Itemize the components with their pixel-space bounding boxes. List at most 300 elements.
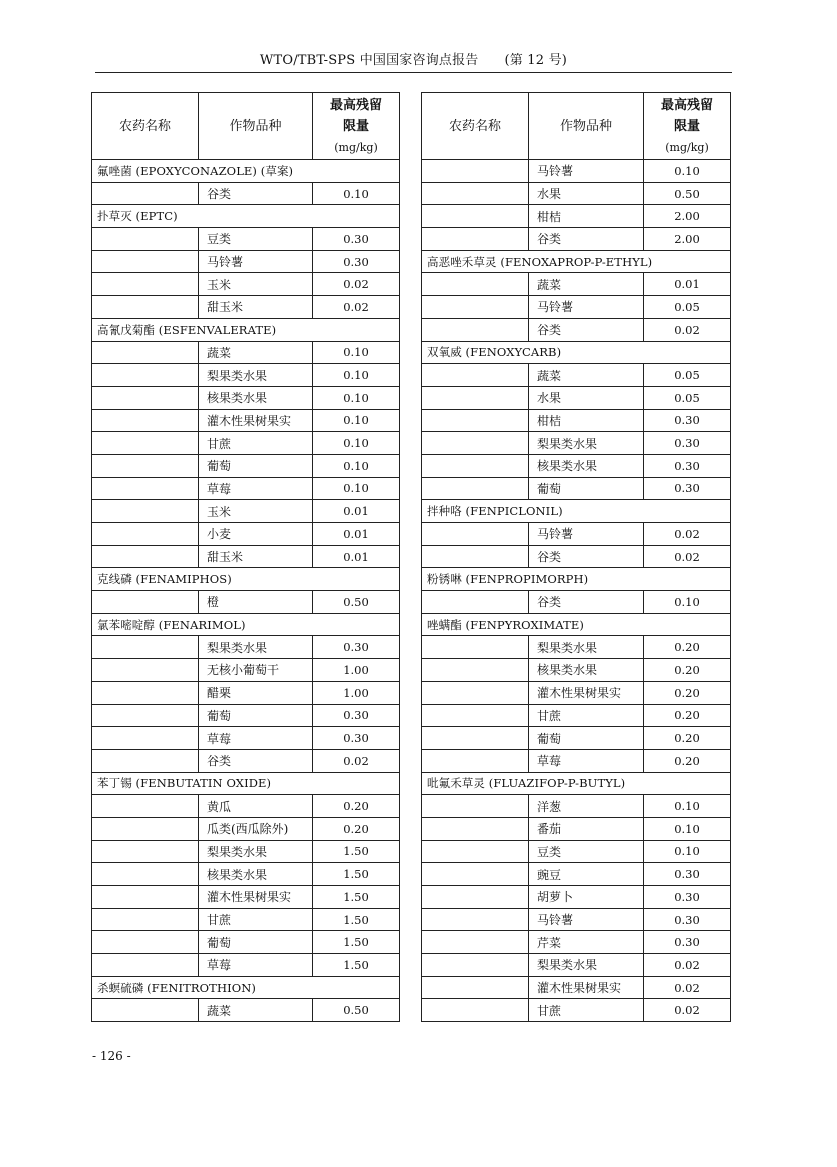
header-issue: (第 12 号) [504, 53, 568, 68]
residue-limit: 0.10 [644, 160, 731, 183]
residue-row [92, 341, 400, 364]
pesticide-cell-empty [422, 976, 529, 999]
crop-name: 灌木性果树果实 [199, 409, 313, 432]
pesticide-cell-empty [422, 523, 529, 546]
residue-row [422, 659, 731, 682]
pesticide-cell-empty [92, 954, 199, 977]
pesticide-name: 拌种咯 (FENPICLONIL) [422, 500, 731, 523]
crop-name: 蔬菜 [199, 341, 313, 364]
pesticide-name: 杀螟硫磷 (FENITROTHION) [92, 976, 400, 999]
pesticide-section-row [422, 613, 731, 636]
pesticide-section-row [92, 160, 400, 183]
residue-limit: 0.30 [644, 454, 731, 477]
residue-row [92, 386, 400, 409]
crop-name: 马铃薯 [529, 908, 644, 931]
residue-row [92, 908, 400, 931]
residue-limit: 0.30 [313, 727, 400, 750]
residue-row [92, 477, 400, 500]
crop-name: 梨果类水果 [529, 636, 644, 659]
pesticide-cell-empty [422, 817, 529, 840]
crop-name: 灌木性果树果实 [529, 976, 644, 999]
crop-name: 梨果类水果 [199, 636, 313, 659]
residue-limit: 0.50 [313, 591, 400, 614]
pesticide-section-row [92, 318, 400, 341]
pesticide-name: 扑草灭 (EPTC) [92, 205, 400, 228]
crop-name: 核果类水果 [529, 454, 644, 477]
residue-limit: 1.50 [313, 931, 400, 954]
residue-limit: 2.00 [644, 205, 731, 228]
pesticide-cell-empty [422, 296, 529, 319]
residue-row [92, 591, 400, 614]
pesticide-cell-empty [92, 727, 199, 750]
crop-name: 蔬菜 [529, 364, 644, 387]
pesticide-name: 氟唑菌 (EPOXYCONAZOLE) (草案) [92, 160, 400, 183]
residue-row [92, 273, 400, 296]
residue-limit: 0.10 [644, 817, 731, 840]
pesticide-cell-empty [92, 341, 199, 364]
residue-limit: 0.20 [644, 681, 731, 704]
residue-limit: 0.01 [644, 273, 731, 296]
residue-limit: 0.05 [644, 364, 731, 387]
crop-name: 瓜类(西瓜除外) [199, 817, 313, 840]
residue-row [422, 296, 731, 319]
pesticide-cell-empty [92, 795, 199, 818]
residue-limit: 0.30 [644, 931, 731, 954]
residue-limit: 0.10 [644, 840, 731, 863]
residue-row [92, 545, 400, 568]
pesticide-cell-empty [422, 477, 529, 500]
pesticide-cell-empty [422, 908, 529, 931]
residue-limit: 0.02 [644, 523, 731, 546]
crop-name: 醋栗 [199, 681, 313, 704]
header-rule [95, 72, 732, 73]
residue-limit: 0.30 [644, 863, 731, 886]
pesticide-cell-empty [422, 795, 529, 818]
limit-header-line1: 最高残留 [660, 97, 713, 113]
residue-limit: 0.20 [644, 727, 731, 750]
column-header-pesticide: 农药名称 [92, 93, 199, 160]
crop-name: 核果类水果 [199, 863, 313, 886]
pesticide-cell-empty [422, 886, 529, 909]
pesticide-section-row [92, 205, 400, 228]
pesticide-cell-empty [92, 364, 199, 387]
residue-row [422, 795, 731, 818]
pesticide-cell-empty [422, 704, 529, 727]
residue-limit: 0.30 [313, 704, 400, 727]
residue-row [422, 523, 731, 546]
crop-name: 豌豆 [529, 863, 644, 886]
pesticide-cell-empty [422, 545, 529, 568]
residue-limit: 0.10 [313, 409, 400, 432]
crop-name: 葡萄 [529, 477, 644, 500]
crop-name: 谷类 [529, 318, 644, 341]
residue-limit: 0.20 [644, 704, 731, 727]
residue-row [422, 205, 731, 228]
limit-header-unit: (mg/kg) [665, 140, 709, 154]
pesticide-cell-empty [422, 591, 529, 614]
residue-row [422, 228, 731, 251]
residue-limit: 0.20 [313, 795, 400, 818]
residue-row [422, 160, 731, 183]
pesticide-cell-empty [422, 318, 529, 341]
pesticide-cell-empty [422, 386, 529, 409]
pesticide-section-row [422, 772, 731, 795]
residue-limit: 0.50 [644, 182, 731, 205]
residue-limit: 0.20 [644, 749, 731, 772]
residue-limit: 0.10 [313, 364, 400, 387]
pesticide-name: 高氰戊菊酯 (ESFENVALERATE) [92, 318, 400, 341]
crop-name: 玉米 [199, 500, 313, 523]
pesticide-cell-empty [92, 228, 199, 251]
pesticide-section-row [422, 500, 731, 523]
pesticide-cell-empty [92, 296, 199, 319]
pesticide-cell-empty [422, 273, 529, 296]
page-header [95, 49, 732, 68]
pesticide-cell-empty [422, 931, 529, 954]
pesticide-cell-empty [422, 999, 529, 1022]
pesticide-cell-empty [92, 908, 199, 931]
column-header-crop: 作物品种 [529, 93, 644, 160]
crop-name: 谷类 [199, 749, 313, 772]
residue-row [92, 886, 400, 909]
limit-header-line1: 最高残留 [329, 97, 382, 113]
crop-name: 柑桔 [529, 409, 644, 432]
crop-name: 梨果类水果 [529, 432, 644, 455]
pesticide-cell-empty [92, 250, 199, 273]
residue-row [422, 477, 731, 500]
residue-limit: 0.02 [313, 273, 400, 296]
residue-limit: 0.02 [644, 318, 731, 341]
residue-row [92, 182, 400, 205]
crop-name: 梨果类水果 [199, 840, 313, 863]
pesticide-cell-empty [422, 840, 529, 863]
pesticide-cell-empty [422, 432, 529, 455]
residue-limit: 0.01 [313, 523, 400, 546]
pesticide-section-row [92, 772, 400, 795]
crop-name: 水果 [529, 182, 644, 205]
table-body [92, 160, 400, 1022]
residue-row [422, 817, 731, 840]
crop-name: 梨果类水果 [529, 954, 644, 977]
crop-name: 豆类 [529, 840, 644, 863]
crop-name: 甘蔗 [199, 432, 313, 455]
residue-limit: 0.30 [313, 636, 400, 659]
pesticide-cell-empty [92, 182, 199, 205]
pesticide-cell-empty [92, 432, 199, 455]
residue-row [92, 500, 400, 523]
residue-limit: 1.50 [313, 886, 400, 909]
residue-row [422, 976, 731, 999]
crop-name: 番茄 [529, 817, 644, 840]
pesticide-cell-empty [422, 454, 529, 477]
residue-row [422, 273, 731, 296]
residue-limit: 0.20 [644, 636, 731, 659]
crop-name: 甜玉米 [199, 296, 313, 319]
column-header-limit [313, 93, 400, 160]
crop-name: 马铃薯 [529, 523, 644, 546]
residue-row [422, 182, 731, 205]
crop-name: 谷类 [529, 591, 644, 614]
crop-name: 马铃薯 [529, 296, 644, 319]
pesticide-section-row [422, 341, 731, 364]
residue-row [92, 863, 400, 886]
residue-row [92, 817, 400, 840]
crop-name: 水果 [529, 386, 644, 409]
residue-row [92, 840, 400, 863]
residue-limit: 0.10 [313, 182, 400, 205]
pesticide-cell-empty [92, 273, 199, 296]
residue-limit: 0.10 [313, 386, 400, 409]
pesticide-cell-empty [92, 931, 199, 954]
crop-name: 草莓 [199, 727, 313, 750]
crop-name: 柑桔 [529, 205, 644, 228]
residue-table-left [91, 92, 400, 1022]
pesticide-cell-empty [92, 886, 199, 909]
crop-name: 灌木性果树果实 [199, 886, 313, 909]
pesticide-cell-empty [92, 523, 199, 546]
residue-row [422, 636, 731, 659]
residue-limit: 0.02 [644, 545, 731, 568]
crop-name: 马铃薯 [529, 160, 644, 183]
residue-row [92, 636, 400, 659]
crop-name: 葡萄 [529, 727, 644, 750]
crop-name: 甘蔗 [529, 704, 644, 727]
residue-row [92, 999, 400, 1022]
residue-row [422, 840, 731, 863]
residue-row [92, 296, 400, 319]
crop-name: 葡萄 [199, 704, 313, 727]
pesticide-cell-empty [92, 840, 199, 863]
pesticide-name: 吡氟禾草灵 (FLUAZIFOP-P-BUTYL) [422, 772, 731, 795]
pesticide-cell-empty [92, 704, 199, 727]
residue-limit: 0.30 [644, 886, 731, 909]
pesticide-name: 苯丁锡 (FENBUTATIN OXIDE) [92, 772, 400, 795]
residue-limit: 0.10 [313, 477, 400, 500]
residue-row [422, 318, 731, 341]
residue-row [92, 432, 400, 455]
residue-limit: 0.01 [313, 545, 400, 568]
residue-limit: 2.00 [644, 228, 731, 251]
crop-name: 葡萄 [199, 931, 313, 954]
pesticide-cell-empty [422, 727, 529, 750]
crop-name: 谷类 [199, 182, 313, 205]
residue-limit: 0.10 [313, 341, 400, 364]
pesticide-cell-empty [422, 659, 529, 682]
page-number: - 126 - [92, 1049, 131, 1063]
pesticide-cell-empty [92, 636, 199, 659]
residue-limit: 0.20 [644, 659, 731, 682]
residue-row [92, 749, 400, 772]
residue-limit: 1.50 [313, 908, 400, 931]
residue-row [422, 863, 731, 886]
pesticide-cell-empty [92, 500, 199, 523]
crop-name: 甘蔗 [529, 999, 644, 1022]
pesticide-cell-empty [92, 659, 199, 682]
header-title: WTO/TBT-SPS 中国国家咨询点报告 [259, 53, 479, 68]
residue-limit: 1.50 [313, 840, 400, 863]
residue-row [422, 681, 731, 704]
residue-limit: 0.01 [313, 500, 400, 523]
pesticide-cell-empty [92, 409, 199, 432]
residue-row [92, 454, 400, 477]
residue-limit: 0.02 [644, 976, 731, 999]
pesticide-cell-empty [422, 182, 529, 205]
pesticide-name: 双氧威 (FENOXYCARB) [422, 341, 731, 364]
residue-limit: 0.30 [644, 908, 731, 931]
residue-limit: 0.10 [313, 432, 400, 455]
pesticide-cell-empty [422, 228, 529, 251]
residue-row [92, 364, 400, 387]
residue-limit: 1.00 [313, 659, 400, 682]
pesticide-name: 克线磷 (FENAMIPHOS) [92, 568, 400, 591]
pesticide-name: 粉锈啉 (FENPROPIMORPH) [422, 568, 731, 591]
crop-name: 无核小葡萄干 [199, 659, 313, 682]
pesticide-cell-empty [422, 681, 529, 704]
table-header-row [422, 93, 731, 160]
column-header-crop: 作物品种 [199, 93, 313, 160]
pesticide-section-row [422, 568, 731, 591]
crop-name: 橙 [199, 591, 313, 614]
residue-row [422, 409, 731, 432]
pesticide-cell-empty [92, 817, 199, 840]
crop-name: 核果类水果 [199, 386, 313, 409]
pesticide-cell-empty [92, 681, 199, 704]
crop-name: 谷类 [529, 228, 644, 251]
pesticide-cell-empty [422, 863, 529, 886]
residue-row [92, 954, 400, 977]
residue-row [422, 908, 731, 931]
pesticide-section-row [92, 568, 400, 591]
crop-name: 甜玉米 [199, 545, 313, 568]
residue-row [92, 659, 400, 682]
residue-limit: 0.50 [313, 999, 400, 1022]
crop-name: 豆类 [199, 228, 313, 251]
pesticide-name: 氯苯嘧啶醇 (FENARIMOL) [92, 613, 400, 636]
residue-limit: 0.02 [313, 749, 400, 772]
table-body [422, 160, 731, 1022]
pesticide-section-row [92, 613, 400, 636]
residue-limit: 1.00 [313, 681, 400, 704]
residue-row [92, 931, 400, 954]
residue-row [422, 704, 731, 727]
crop-name: 甘蔗 [199, 908, 313, 931]
pesticide-cell-empty [422, 205, 529, 228]
residue-table-right [421, 92, 731, 1022]
residue-row [92, 795, 400, 818]
pesticide-section-row [422, 250, 731, 273]
residue-limit: 1.50 [313, 954, 400, 977]
pesticide-cell-empty [92, 863, 199, 886]
pesticide-cell-empty [422, 749, 529, 772]
residue-limit: 0.02 [313, 296, 400, 319]
crop-name: 谷类 [529, 545, 644, 568]
residue-row [92, 523, 400, 546]
crop-name: 玉米 [199, 273, 313, 296]
limit-header-line2: 限量 [673, 118, 700, 134]
crop-name: 灌木性果树果实 [529, 681, 644, 704]
table-header-row [92, 93, 400, 160]
pesticide-cell-empty [92, 477, 199, 500]
crop-name: 草莓 [529, 749, 644, 772]
residue-limit: 0.30 [644, 409, 731, 432]
crop-name: 胡萝卜 [529, 886, 644, 909]
residue-row [92, 704, 400, 727]
residue-row [422, 749, 731, 772]
pesticide-cell-empty [92, 545, 199, 568]
residue-row [92, 681, 400, 704]
residue-limit: 0.02 [644, 954, 731, 977]
residue-limit: 0.30 [644, 477, 731, 500]
residue-row [422, 954, 731, 977]
pesticide-name: 高恶唑禾草灵 (FENOXAPROP-P-ETHYL) [422, 250, 731, 273]
residue-limit: 0.30 [313, 228, 400, 251]
column-header-limit [644, 93, 731, 160]
residue-row [422, 386, 731, 409]
residue-row [422, 999, 731, 1022]
residue-row [422, 432, 731, 455]
crop-name: 蔬菜 [199, 999, 313, 1022]
residue-limit: 0.30 [313, 250, 400, 273]
residue-limit: 0.10 [644, 591, 731, 614]
crop-name: 马铃薯 [199, 250, 313, 273]
residue-limit: 1.50 [313, 863, 400, 886]
pesticide-cell-empty [422, 954, 529, 977]
residue-row [422, 545, 731, 568]
pesticide-name: 唑螨酯 (FENPYROXIMATE) [422, 613, 731, 636]
crop-name: 核果类水果 [529, 659, 644, 682]
residue-row [92, 409, 400, 432]
crop-name: 葡萄 [199, 454, 313, 477]
residue-row [422, 727, 731, 750]
crop-name: 梨果类水果 [199, 364, 313, 387]
residue-row [92, 228, 400, 251]
crop-name: 洋葱 [529, 795, 644, 818]
pesticide-cell-empty [92, 591, 199, 614]
residue-row [422, 591, 731, 614]
residue-row [422, 931, 731, 954]
crop-name: 芹菜 [529, 931, 644, 954]
residue-limit: 0.10 [644, 795, 731, 818]
crop-name: 草莓 [199, 954, 313, 977]
pesticide-cell-empty [422, 409, 529, 432]
pesticide-cell-empty [92, 999, 199, 1022]
pesticide-cell-empty [92, 386, 199, 409]
residue-row [92, 727, 400, 750]
residue-limit: 0.30 [644, 432, 731, 455]
residue-row [422, 454, 731, 477]
crop-name: 黄瓜 [199, 795, 313, 818]
crop-name: 蔬菜 [529, 273, 644, 296]
pesticide-cell-empty [92, 749, 199, 772]
crop-name: 草莓 [199, 477, 313, 500]
residue-row [92, 250, 400, 273]
residue-limit: 0.10 [313, 454, 400, 477]
pesticide-cell-empty [92, 454, 199, 477]
pesticide-cell-empty [422, 160, 529, 183]
crop-name: 小麦 [199, 523, 313, 546]
pesticide-section-row [92, 976, 400, 999]
residue-limit: 0.05 [644, 386, 731, 409]
residue-row [422, 886, 731, 909]
limit-header-unit: (mg/kg) [334, 140, 378, 154]
residue-row [422, 364, 731, 387]
limit-header-line2: 限量 [342, 118, 369, 134]
column-header-pesticide: 农药名称 [422, 93, 529, 160]
pesticide-cell-empty [422, 636, 529, 659]
residue-limit: 0.20 [313, 817, 400, 840]
residue-limit: 0.02 [644, 999, 731, 1022]
pesticide-cell-empty [422, 364, 529, 387]
